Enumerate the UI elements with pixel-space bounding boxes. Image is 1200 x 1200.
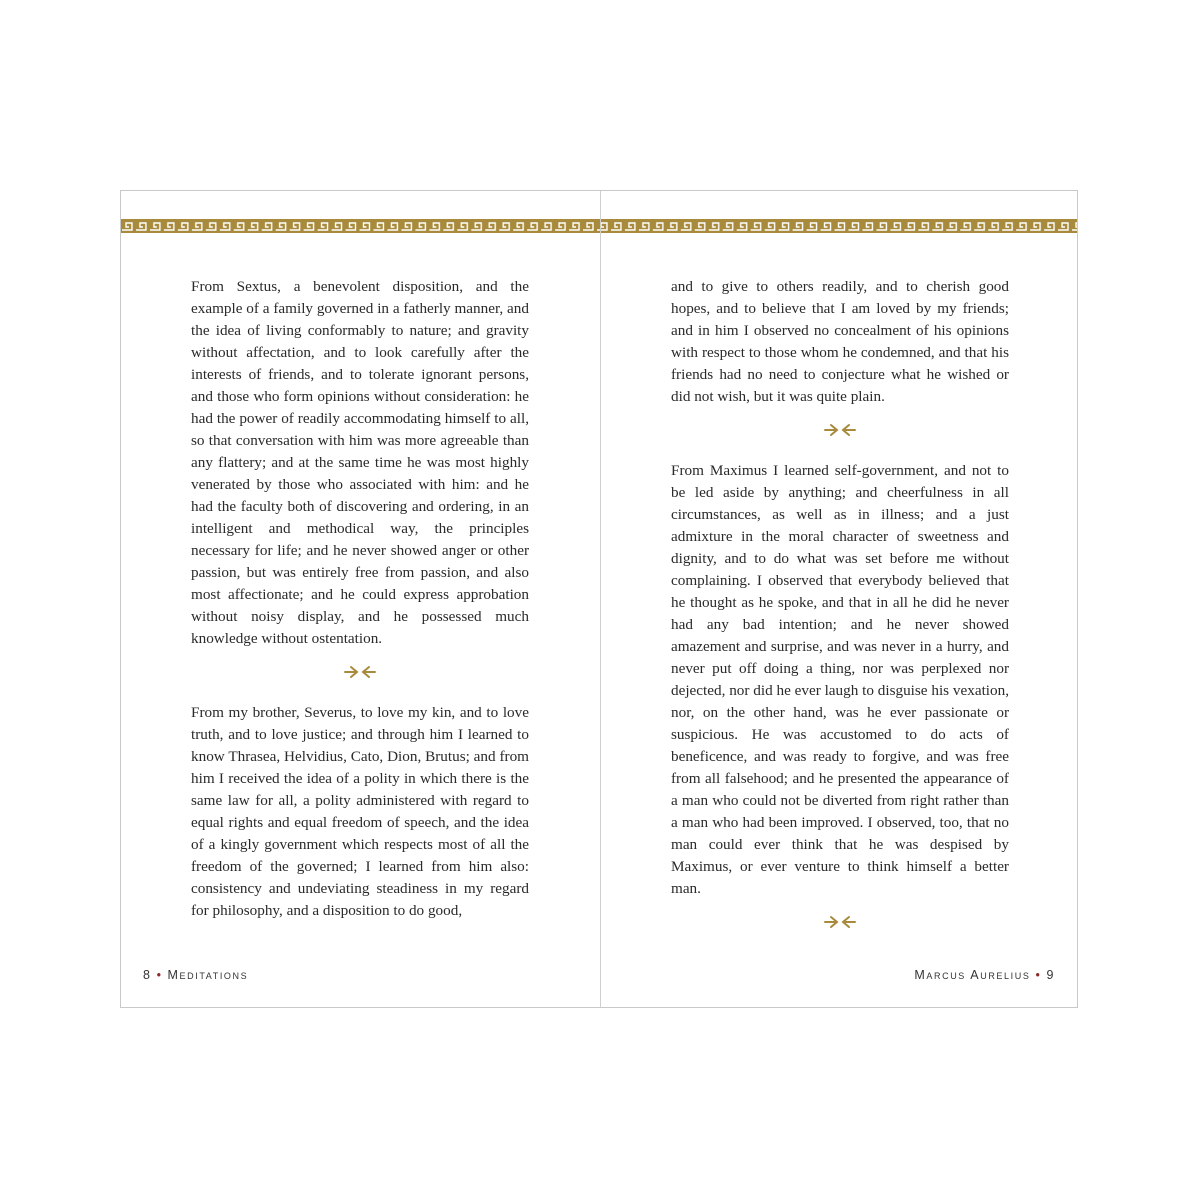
bullet-separator: • [156,968,163,982]
running-title: Marcus Aurelius [914,968,1031,982]
page-number: 8 [143,968,152,982]
paragraph-maximus: From Maximus I learned self-government, and not to be led aside by anything; and cheerfulness in all circumstances, as well as in illness; and a just admixture in the moral character of sweetness and dignity, and to do what was set before me without complaining. I observed that everybody believed that he thought as he spoke, and that in all he did he never had any bad intention; and he never showed amazement and surprise, and was never in a hurry, and never put off doing a thing, nor was perplexed nor dejected, nor did he ever laugh to disguise his vexation, nor, on the other hand, was he ever passionate or suspicious. He was accustomed to do acts of beneficence, and was ready to forgive, and was free from all falsehood; and he presented the appearance of a man who could not be diverted from right rather than a man who had been improved. I observed, too, that no man could ever think that he was despised by Maximus, or ever venture to think himself a better man. [671,462,1009,897]
left-page [121,191,600,1007]
right-page-footer [914,968,1055,982]
right-page [601,191,1080,1007]
running-title: Meditations [167,968,249,982]
left-page-footer [143,968,248,982]
fleuron-ornament-icon [671,422,1009,444]
page-number: 9 [1046,968,1055,982]
left-text-column [191,276,529,922]
bullet-separator: • [1035,968,1042,982]
fleuron-ornament-icon [191,664,529,686]
paragraph-continuation: and to give to others readily, and to cherish good hopes, and to believe that I am loved by my friends; and in him I observed no concealment of his opinions with respect to those whom he condemned, and that his friends had no need to conjecture what he wished or did not wish, but it was quite plain. [671,278,1009,405]
fleuron-ornament-icon [671,914,1009,936]
paragraph-severus: From my brother, Severus, to love my kin, and to love truth, and to love justice; and through him I learned to know Thrasea, Helvidius, Cato, Dion, Brutus; and from him I received the idea of a polity in which there is the same law for all, a polity administered with regard to equal rights and equal freedom of speech, and the idea of a kingly government which respects most of all the freedom of the governed; I learned from him also: consistency and undeviating steadiness in my regard for philosophy, and a disposition to do good, [191,704,529,919]
right-text-column [671,276,1009,952]
book-spread [120,190,1078,1008]
paragraph-sextus: From Sextus, a benevolent disposition, and the example of a family governed in a fatherly manner, and the idea of living conformably to nature; and gravity without affectation, and to look carefully after the interests of friends, and to tolerate ignorant persons, and those who form opinions without consideration: he had the power of readily accommodating himself to all, so that conversation with him was more agreeable than any flattery; and at the same time he was most highly venerated by those who associated with him: and he had the faculty both of discovering and ordering, in an intelligent and methodical way, the principles necessary for life; and he never showed anger or other passion, but was entirely free from passion, and also most affectionate; and he could express approbation without noisy display, and he possessed much knowledge without ostentation. [191,278,529,647]
